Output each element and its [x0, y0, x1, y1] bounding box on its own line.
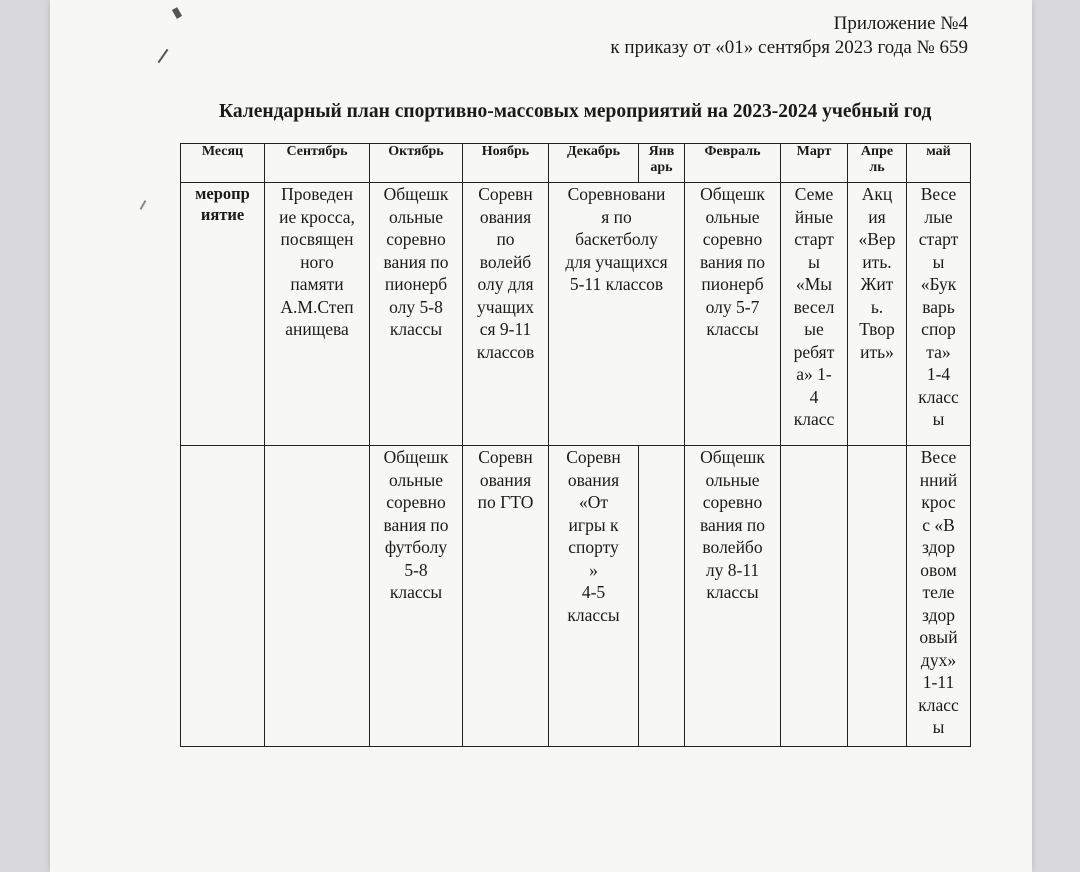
event-november: [463, 183, 549, 446]
events-row-2: [181, 446, 971, 747]
event-september-text: Проведен ие кросса, посвящен ного памяти А.М.Степ анищева: [279, 184, 355, 339]
event2-november-text: Соревн ования по ГТО: [477, 447, 534, 512]
event2-december-text: Соревн ования «От игры к спорту » 4-5 классы: [566, 447, 621, 625]
event2-october: [370, 446, 463, 747]
appendix-header: [610, 12, 968, 60]
event2-may: [907, 446, 971, 747]
header-november-text: Ноябрь: [481, 144, 530, 159]
event-plan-table: [180, 143, 971, 747]
event2-may-text: Весе нний крос с «В здор овом теле здор овый дух» 1-11 класс ы: [918, 447, 959, 737]
event2-december: [549, 446, 639, 747]
header-february: [685, 144, 781, 183]
event2-february: [685, 446, 781, 747]
appendix-number: Приложение №4: [833, 13, 968, 34]
event2-january: [639, 446, 685, 747]
header-april: [848, 144, 907, 183]
header-september-text: Сентябрь: [286, 144, 348, 159]
event-february: [685, 183, 781, 446]
event2-october-text: Общешк ольные соревно вания по футболу 5-8 классы: [383, 447, 449, 602]
header-october: [370, 144, 463, 183]
events-row-1: [181, 183, 971, 446]
scan-mark: [140, 200, 147, 210]
event2-april: [848, 446, 907, 747]
event-april-text: Акц ия «Вер ить. Жит ь. Твор ить»: [858, 184, 896, 362]
event-september: [265, 183, 370, 446]
header-march-text: Март: [796, 144, 832, 159]
event-october: [370, 183, 463, 446]
row-label-event-text: меропр иятие: [195, 184, 250, 224]
document-title: Календарный план спортивно-массовых мероприятий на 2023-2024 учебный год: [219, 101, 932, 122]
event-may-text: Весе лые старт ы «Бук варь спор та» 1-4 класс ы: [918, 184, 959, 429]
month-header-row: [181, 144, 971, 183]
header-november: [463, 144, 549, 183]
event-october-text: Общешк ольные соревно вания по пионерб олу 5-8 классы: [383, 184, 449, 339]
event2-november: [463, 446, 549, 747]
event2-march: [781, 446, 848, 747]
event-april: [848, 183, 907, 446]
row-label-event: [181, 183, 265, 446]
header-may-text: май: [926, 144, 951, 159]
event-december-january-text: Соревновани я по баскетболу для учащихся 5-11 классов: [565, 184, 668, 294]
event-march-text: Семе йные старт ы «Мы весел ые ребят а» 1- 4 класс: [793, 184, 835, 429]
header-october-text: Октябрь: [388, 144, 444, 159]
scan-mark: [158, 49, 169, 63]
header-january-text: Янв арь: [648, 144, 675, 175]
event2-september: [265, 446, 370, 747]
row2-label: [181, 446, 265, 747]
header-month-text: Месяц: [201, 144, 244, 159]
header-december: [549, 144, 639, 183]
scan-mark: [172, 7, 182, 19]
header-september: [265, 144, 370, 183]
event-march: [781, 183, 848, 446]
event2-february-text: Общешк ольные соревно вания по волейбо лу 8-11 классы: [699, 447, 766, 602]
header-february-text: Февраль: [704, 144, 761, 159]
event-may: [907, 183, 971, 446]
event-february-text: Общешк ольные соревно вания по пионерб олу 5-7 классы: [699, 184, 766, 339]
order-reference: к приказу от «01» сентября 2023 года № 659: [610, 37, 968, 58]
header-may: [907, 144, 971, 183]
event-december-january: [549, 183, 685, 446]
header-month: [181, 144, 265, 183]
header-december-text: Декабрь: [566, 144, 621, 159]
event-november-text: Соревн ования по волейб олу для учащих ся 9-11 классов: [476, 184, 535, 362]
header-january: [639, 144, 685, 183]
header-march: [781, 144, 848, 183]
header-april-text: Апре ль: [860, 144, 894, 175]
